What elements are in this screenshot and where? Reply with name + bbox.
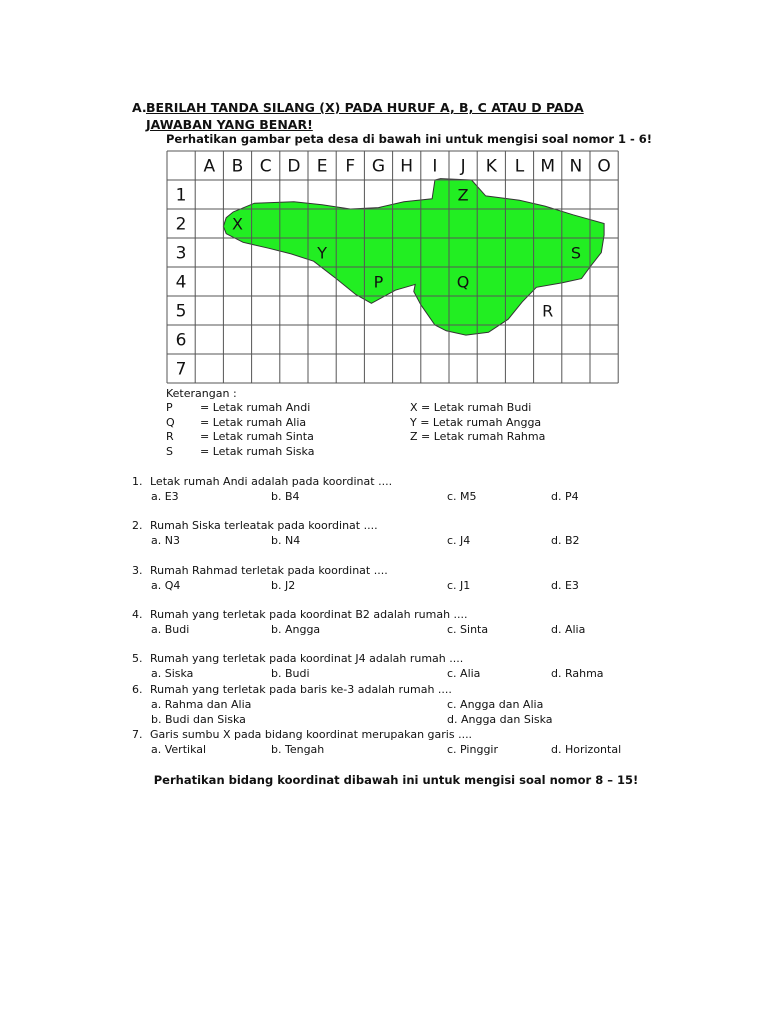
option-c[interactable]: c. Sinta bbox=[447, 622, 489, 636]
question-text: Letak rumah Andi adalah pada koordinat .... bbox=[150, 475, 393, 488]
column-label: N bbox=[569, 156, 583, 177]
question-6 bbox=[132, 683, 652, 728]
question-text: Rumah yang terletak pada baris ke-3 adalah rumah .... bbox=[150, 683, 452, 696]
option-b[interactable]: b. N4 bbox=[271, 533, 301, 547]
question-text: Rumah yang terletak pada koordinat B2 adalah rumah .... bbox=[150, 608, 468, 621]
column-label: K bbox=[485, 156, 497, 177]
legend-text: Y = Letak rumah Angga bbox=[410, 415, 542, 429]
section-instruction: BERILAH TANDA SILANG (X) PADA HURUF A, B, C ATAU D PADA JAWABAN YANG BENAR! bbox=[146, 100, 584, 132]
map-intro: Perhatikan gambar peta desa di bawah ini untuk mengisi soal nomor 1 - 6! bbox=[166, 132, 653, 146]
option-c[interactable]: c. M5 bbox=[447, 489, 477, 503]
option-c[interactable]: c. Pinggir bbox=[447, 742, 499, 756]
row-label: 6 bbox=[175, 330, 187, 351]
option-b[interactable]: b. J2 bbox=[271, 578, 296, 592]
option-a[interactable]: a. Q4 bbox=[151, 578, 181, 592]
option-a[interactable]: a. N3 bbox=[151, 533, 180, 547]
column-label: I bbox=[432, 156, 438, 177]
column-label: L bbox=[514, 156, 525, 177]
legend-key: Q bbox=[166, 415, 175, 429]
legend-row bbox=[166, 416, 314, 431]
column-label: E bbox=[316, 156, 328, 177]
house-marker: Q bbox=[456, 272, 470, 292]
column-label: M bbox=[540, 156, 556, 177]
question-number: 3. bbox=[132, 564, 143, 577]
legend-text: = Letak rumah Siska bbox=[200, 444, 315, 458]
legend-key: R bbox=[166, 430, 174, 443]
legend-key: S bbox=[166, 444, 173, 458]
village-map bbox=[0, 0, 768, 400]
legend-left bbox=[166, 401, 314, 459]
legend-key: P bbox=[166, 401, 173, 414]
row-label: 5 bbox=[175, 301, 187, 322]
option-d[interactable]: d. Rahma bbox=[551, 666, 604, 680]
house-marker: R bbox=[542, 301, 554, 321]
option-b[interactable]: b. B4 bbox=[271, 489, 300, 503]
option-c[interactable]: c. J1 bbox=[447, 578, 471, 592]
question-number: 6. bbox=[132, 683, 143, 696]
legend-row bbox=[166, 401, 314, 416]
row-label: 2 bbox=[175, 214, 187, 235]
question-number: 1. bbox=[132, 475, 143, 488]
question-number: 2. bbox=[132, 519, 143, 532]
legend-title: Keterangan : bbox=[166, 387, 237, 400]
house-marker: Y bbox=[317, 243, 327, 263]
question-1 bbox=[132, 475, 652, 505]
row-label: 1 bbox=[175, 185, 187, 206]
house-marker: P bbox=[373, 272, 384, 292]
option-b[interactable]: b. Tengah bbox=[271, 742, 325, 756]
option-c[interactable]: c. J4 bbox=[447, 533, 471, 547]
option-c[interactable]: c. Angga dan Alia bbox=[447, 697, 544, 711]
column-label: A bbox=[203, 156, 216, 177]
house-marker: Z bbox=[457, 185, 469, 205]
legend-row bbox=[166, 430, 314, 445]
option-b[interactable]: b. Angga bbox=[271, 622, 321, 636]
question-7 bbox=[132, 728, 652, 758]
option-a[interactable]: a. E3 bbox=[151, 489, 179, 503]
column-label: F bbox=[345, 156, 356, 177]
column-label: H bbox=[400, 156, 414, 177]
option-b[interactable]: b. Budi bbox=[271, 666, 310, 680]
option-b[interactable]: b. Budi dan Siska bbox=[151, 712, 246, 726]
legend-text: X = Letak rumah Budi bbox=[410, 401, 532, 414]
option-d[interactable]: d. B2 bbox=[551, 533, 580, 547]
question-number: 7. bbox=[132, 728, 143, 741]
option-a[interactable]: a. Siska bbox=[151, 666, 194, 680]
option-c[interactable]: c. Alia bbox=[447, 666, 481, 680]
question-number: 4. bbox=[132, 608, 143, 621]
legend-right bbox=[410, 401, 545, 445]
question-5 bbox=[132, 652, 652, 682]
column-label: J bbox=[460, 156, 466, 177]
option-a[interactable]: a. Rahma dan Alia bbox=[151, 697, 252, 711]
legend-text: = Letak rumah Alia bbox=[200, 415, 307, 429]
legend-text: = Letak rumah Andi bbox=[200, 401, 311, 414]
house-marker: S bbox=[570, 243, 581, 263]
question-4 bbox=[132, 608, 652, 638]
question-3 bbox=[132, 564, 652, 594]
option-d[interactable]: d. E3 bbox=[551, 578, 579, 592]
question-number: 5. bbox=[132, 652, 143, 665]
legend-text: = Letak rumah Sinta bbox=[200, 430, 314, 443]
house-marker: X bbox=[232, 214, 243, 234]
legend-text: Z = Letak rumah Rahma bbox=[410, 430, 546, 443]
option-a[interactable]: a. Budi bbox=[151, 622, 190, 636]
question-2 bbox=[132, 519, 652, 549]
option-d[interactable]: d. P4 bbox=[551, 489, 579, 503]
option-d[interactable]: d. Angga dan Siska bbox=[447, 712, 553, 726]
section-letter: A. bbox=[132, 100, 147, 115]
option-a[interactable]: a. Vertikal bbox=[151, 742, 207, 756]
column-label: B bbox=[231, 156, 244, 177]
footer-instruction: Perhatikan bidang koordinat dibawah ini untuk mengisi soal nomor 8 – 15! bbox=[153, 773, 639, 787]
row-label: 4 bbox=[175, 272, 187, 293]
question-text: Rumah Siska terleatak pada koordinat .... bbox=[150, 519, 378, 532]
option-d[interactable]: d. Horizontal bbox=[551, 742, 622, 756]
legend-row bbox=[166, 445, 314, 460]
question-text: Rumah Rahmad terletak pada koordinat .... bbox=[150, 564, 388, 577]
row-label: 3 bbox=[175, 243, 187, 264]
column-label: D bbox=[287, 156, 301, 177]
question-text: Rumah yang terletak pada koordinat J4 adalah rumah .... bbox=[150, 652, 464, 665]
column-label: G bbox=[371, 156, 386, 177]
option-d[interactable]: d. Alia bbox=[551, 622, 586, 636]
column-label: C bbox=[259, 156, 272, 177]
row-label: 7 bbox=[175, 359, 187, 380]
column-label: O bbox=[597, 156, 611, 177]
question-text: Garis sumbu X pada bidang koordinat merupakan garis .... bbox=[150, 728, 473, 741]
